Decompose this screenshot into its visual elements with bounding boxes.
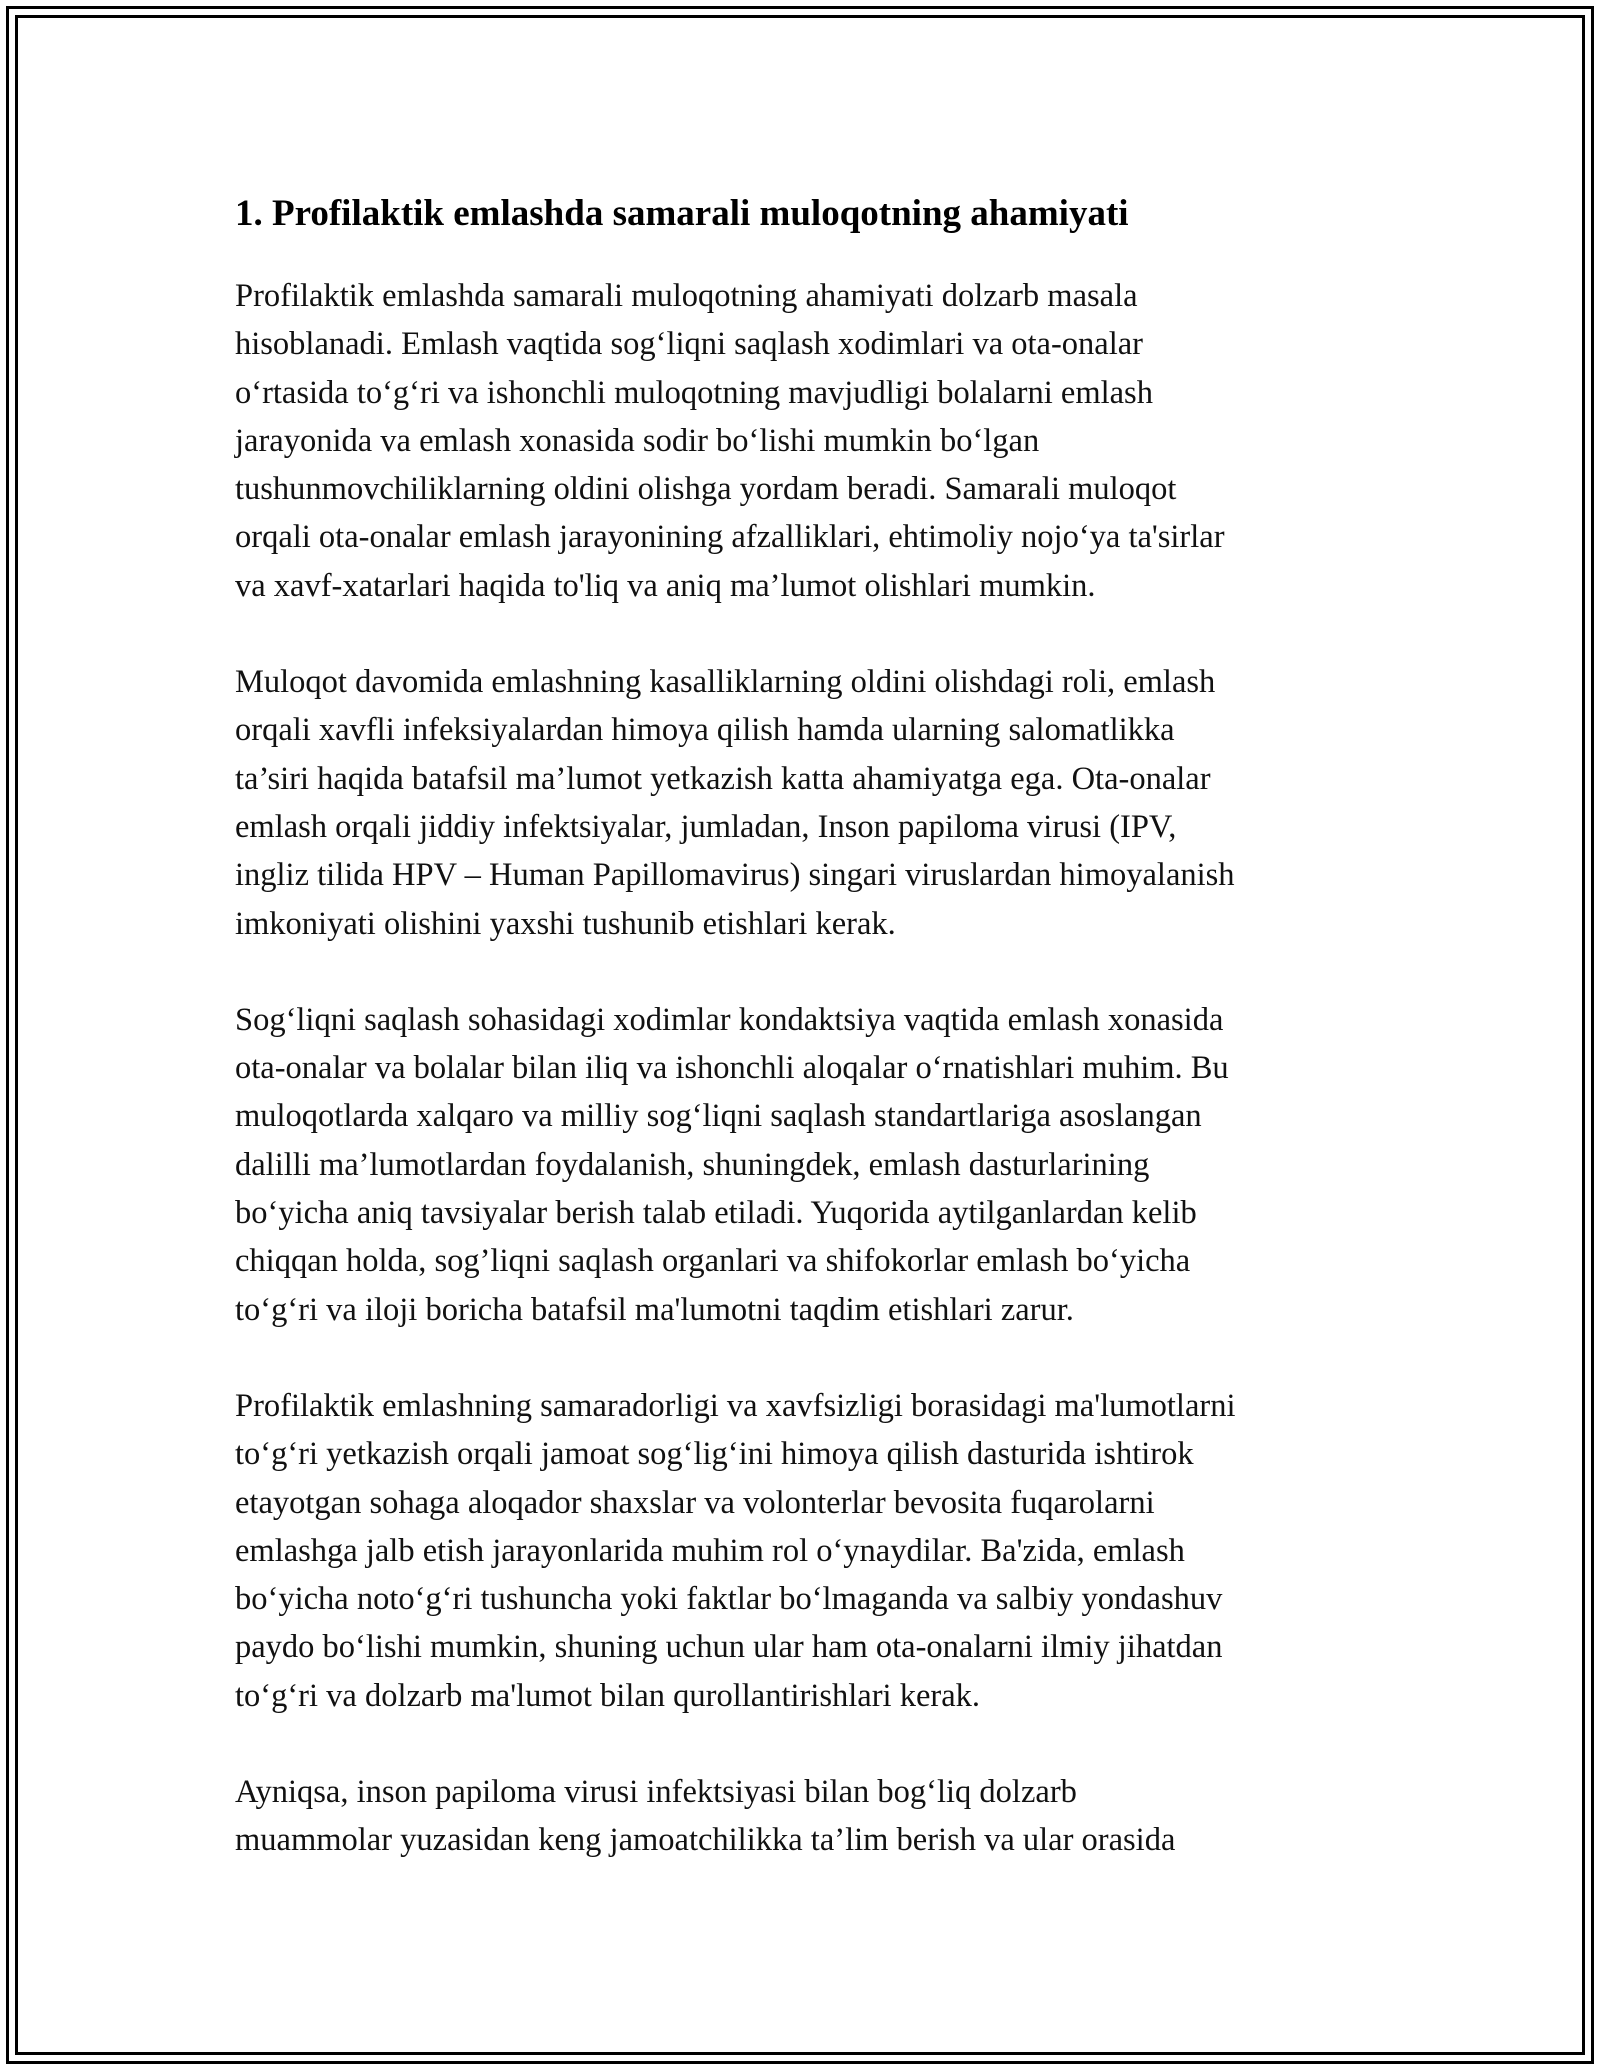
section-heading: 1. Profilaktik emlashda samarali muloqotning ahamiyati bbox=[235, 193, 1129, 234]
paragraph-line: emlashga jalb etish jarayonlarida muhim rol o‘ynaydilar. Ba'zida, emlash bbox=[235, 1532, 1185, 1569]
paragraph-line: Muloqot davomida emlashning kasalliklarning oldini olishdagi roli, emlash bbox=[235, 664, 1216, 701]
paragraph-line: ingliz tilida HPV – Human Papillomavirus) singari viruslardan himoyalanish bbox=[235, 857, 1235, 894]
paragraph-list bbox=[235, 272, 1375, 1865]
paragraph-line: va xavf-xatarlari haqida to'liq va aniq ma’lumot olishlari mumkin. bbox=[235, 567, 1096, 604]
paragraph-line: orqali ota-onalar emlash jarayonining afzalliklari, ehtimoliy nojo‘ya ta'sirlar bbox=[235, 519, 1225, 556]
paragraph-line: Sog‘liqni saqlash sohasidagi xodimlar kondaktsiya vaqtida emlash xonasida bbox=[235, 1001, 1224, 1038]
paragraph bbox=[235, 996, 1375, 1334]
paragraph-line: emlash orqali jiddiy infektsiyalar, jumladan, Inson papiloma virusi (IPV, bbox=[235, 808, 1177, 845]
paragraph bbox=[235, 272, 1375, 610]
paragraph-line: paydo bo‘lishi mumkin, shuning uchun ular ham ota-onalarni ilmiy jihatdan bbox=[235, 1629, 1223, 1666]
paragraph-line: dalilli ma’lumotlardan foydalanish, shuningdek, emlash dasturlarining bbox=[235, 1146, 1150, 1183]
paragraph-line: muammolar yuzasidan keng jamoatchilikka ta’lim berish va ular orasida bbox=[235, 1822, 1176, 1859]
document-body bbox=[235, 190, 1375, 1913]
paragraph-line: Profilaktik emlashning samaradorligi va xavfsizligi borasidagi ma'lumotlarni bbox=[235, 1387, 1236, 1424]
paragraph-line: to‘g‘ri yetkazish orqali jamoat sog‘lig‘ini himoya qilish dasturida ishtirok bbox=[235, 1436, 1194, 1473]
paragraph-line: ta’siri haqida batafsil ma’lumot yetkazish katta ahamiyatga ega. Ota-onalar bbox=[235, 760, 1211, 797]
paragraph-line: Profilaktik emlashda samarali muloqotning ahamiyati dolzarb masala bbox=[235, 278, 1138, 314]
paragraph-line: bo‘yicha noto‘g‘ri tushuncha yoki faktlar bo‘lmaganda va salbiy yondashuv bbox=[235, 1581, 1223, 1618]
paragraph-line: Ayniqsa, inson papiloma virusi infektsiyasi bilan bog‘liq dolzarb bbox=[235, 1774, 1077, 1811]
paragraph-line: bo‘yicha aniq tavsiyalar berish talab etiladi. Yuqorida aytilganlardan kelib bbox=[235, 1195, 1197, 1232]
paragraph-line: chiqqan holda, sog’liqni saqlash organlari va shifokorlar emlash bo‘yicha bbox=[235, 1243, 1191, 1280]
paragraph-line: imkoniyati olishini yaxshi tushunib etishlari kerak. bbox=[235, 905, 896, 942]
paragraph-line: jarayonida va emlash xonasida sodir bo‘lishi mumkin bo‘lgan bbox=[235, 422, 1040, 459]
paragraph-line: tushunmovchiliklarning oldini olishga yordam beradi. Samarali muloqot bbox=[235, 471, 1177, 508]
paragraph bbox=[235, 658, 1375, 948]
paragraph-line: to‘g‘ri va iloji boricha batafsil ma'lumotni taqdim etishlari zarur. bbox=[235, 1291, 1074, 1328]
paragraph-line: etayotgan sohaga aloqador shaxslar va volonterlar bevosita fuqarolarni bbox=[235, 1484, 1155, 1521]
paragraph-line: muloqotlarda xalqaro va milliy sog‘liqni saqlash standartlariga asoslangan bbox=[235, 1098, 1202, 1135]
paragraph-line: o‘rtasida to‘g‘ri va ishonchli muloqotning mavjudligi bolalarni emlash bbox=[235, 374, 1153, 411]
paragraph-line: ota-onalar va bolalar bilan iliq va ishonchli aloqalar o‘rnatishlari muhim. Bu bbox=[235, 1050, 1229, 1087]
paragraph-line: hisoblanadi. Emlash vaqtida sog‘liqni saqlash xodimlari va ota-onalar bbox=[235, 326, 1143, 363]
paragraph bbox=[235, 1382, 1375, 1720]
paragraph bbox=[235, 1768, 1375, 1865]
paragraph-line: orqali xavfli infeksiyalardan himoya qilish hamda ularning salomatlikka bbox=[235, 712, 1175, 749]
paragraph-line: to‘g‘ri va dolzarb ma'lumot bilan qurollantirishlari kerak. bbox=[235, 1677, 981, 1714]
